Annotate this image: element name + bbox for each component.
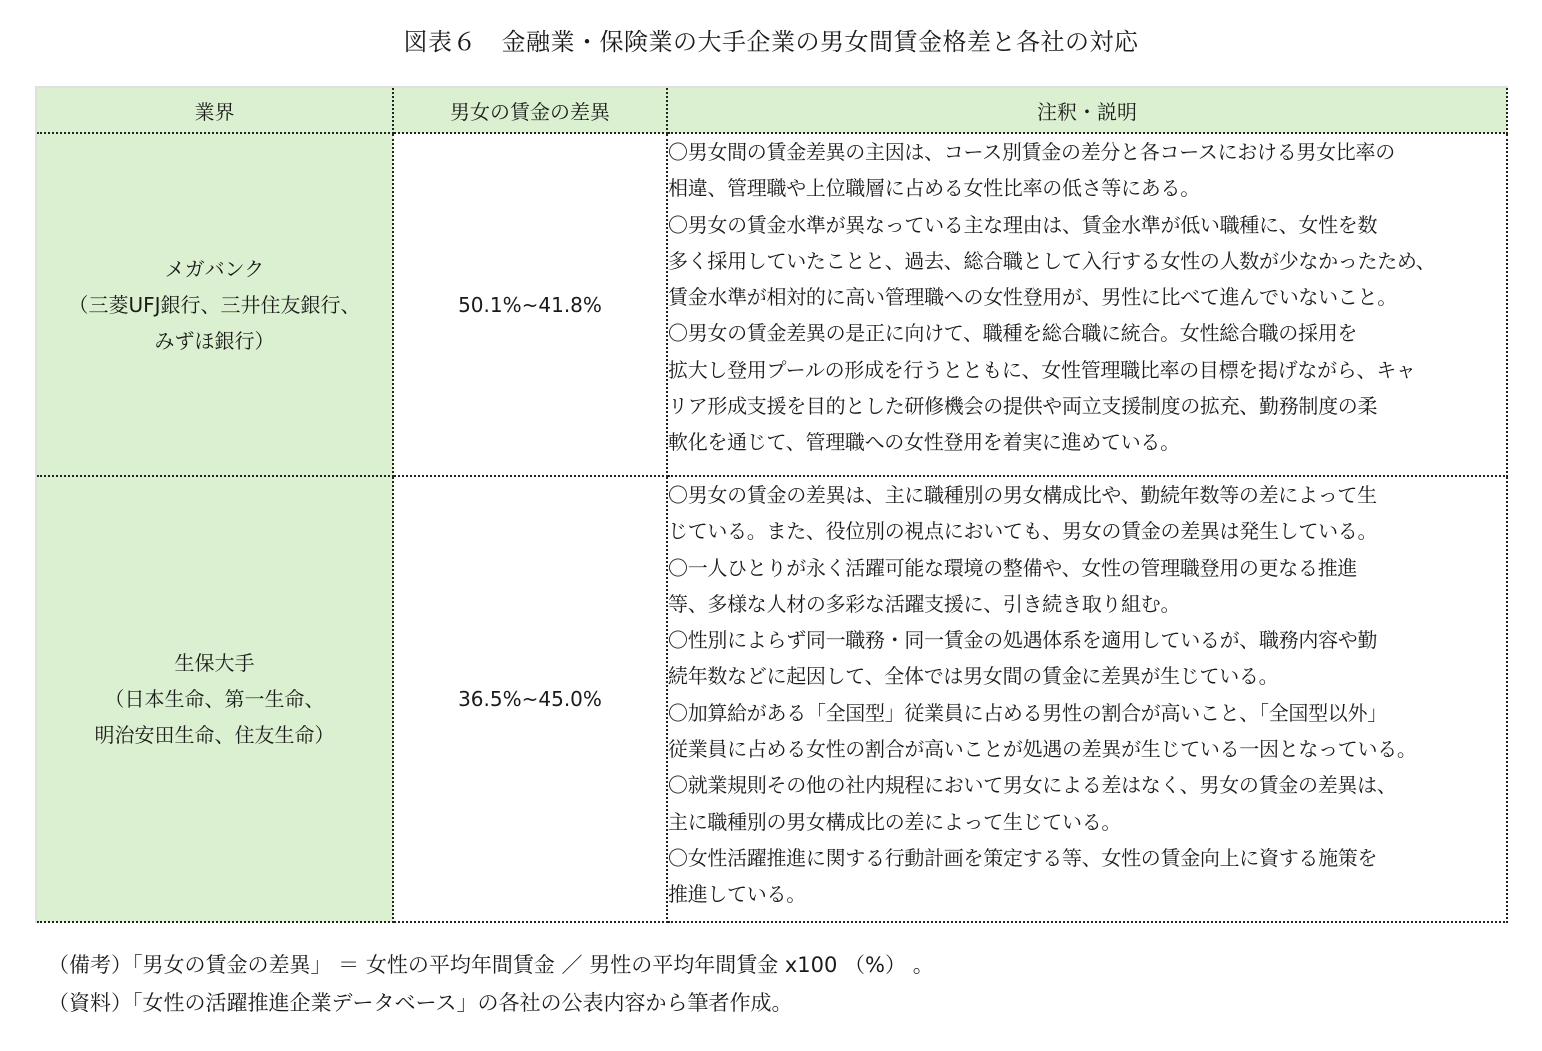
header-notes: 注釈・説明 (667, 87, 1507, 133)
note-line: 推進している。 (668, 882, 806, 907)
note-line: 〇男女間の賃金差異の主因は、コース別賃金の差分と各コースにおける男女比率の (668, 140, 1395, 164)
note-line: 〇男女の賃金水準が異なっている主な理由は、賃金水準が低い職種に、女性を数 (668, 212, 1378, 237)
note-line: じている。また、役位別の視点においても、男女の賃金の差異は発生している。 (668, 519, 1378, 544)
note-line: 〇一人ひとりが永く活躍可能な環境の整備や、女性の管理職登用の更なる推進 (668, 555, 1358, 580)
note-line: 多く採用していたことと、過去、総合職として入行する女性の人数が少なかったため、 (668, 248, 1436, 273)
industry-name: 生保大手 (174, 651, 255, 675)
note-line: 従業員に占める女性の割合が高いことが処遇の差異が生じている一因となっている。 (668, 737, 1417, 762)
note-line: 〇就業規則その他の社内規程において男女による差はなく、男女の賃金の差異は、 (668, 773, 1397, 798)
wage-gap-cell: 50.1%~41.8% (393, 133, 667, 476)
note-line: 〇男女の賃金差異の是正に向けて、職種を総合職に統合。女性総合職の採用を (668, 321, 1358, 346)
figure-title: 図表６ 金融業・保険業の大手企業の男女間賃金格差と各社の対応 (403, 28, 1139, 56)
note-line: 拡大し登用プールの形成を行うとともに、女性管理職比率の目標を掲げながら、キャ (668, 357, 1416, 382)
industry-companies-line2: 明治安田生命、住友生命） (94, 723, 335, 747)
industry-cell (36, 476, 393, 922)
note-line: 続年数などに起因して、全体では男女間の賃金に差異が生じている。 (668, 664, 1279, 689)
table-row-life-insurers (36, 476, 1507, 922)
note-line: 主に職種別の男女構成比の差によって生じている。 (668, 809, 1122, 834)
industry-cell (36, 133, 393, 476)
footnote-remarks: （備考）「男女の賃金の差異」 ＝ 女性の平均年間賃金 ／ 男性の平均年間賃金 x100 （%） 。 (48, 953, 934, 977)
note-line: 等、多様な人材の多彩な活躍支援に、引き続き取り組む。 (668, 591, 1181, 616)
footnotes (48, 946, 934, 1022)
note-line: 〇女性活躍推進に関する行動計画を策定する等、女性の賃金向上に資する施策を (668, 845, 1378, 870)
table-header-row (36, 87, 1507, 133)
note-line: 〇加算給がある「全国型」従業員に占める男性の割合が高いこと、「全国型以外」 (668, 700, 1387, 725)
wage-gap-cell: 36.5%~45.0% (393, 476, 667, 922)
industry-companies-line1: （三菱UFJ銀行、三井住友銀行、 (68, 292, 361, 317)
note-line: リア形成支援を目的とした研修機会の提供や両立支援制度の拡充、勤務制度の柔 (668, 394, 1378, 419)
note-line: 〇男女の賃金の差異は、主に職種別の男女構成比や、勤続年数等の差によって生 (668, 483, 1377, 507)
note-line: 相違、管理職や上位職層に占める女性比率の低さ等にある。 (668, 176, 1200, 201)
header-wage-gap: 男女の賃金の差異 (393, 87, 667, 133)
note-line: 賃金水準が相対的に高い管理職への女性登用が、男性に比べて進んでいないこと。 (668, 285, 1397, 310)
notes-cell (667, 133, 1507, 476)
industry-companies-line2: みずほ銀行） (154, 328, 275, 353)
table-row-megabank (36, 133, 1507, 476)
industry-companies-line1: （日本生命、第一生命、 (104, 687, 325, 711)
footnote-source: （資料）「女性の活躍推進企業データベース」の各社の公表内容から筆者作成。 (48, 991, 793, 1015)
wage-gap-table (35, 86, 1508, 923)
industry-name: メガバンク (164, 256, 265, 281)
note-line: 〇性別によらず同一職務・同一賃金の処遇体系を適用しているが、職務内容や勤 (668, 628, 1378, 653)
notes-cell (667, 476, 1507, 922)
header-industry: 業界 (36, 87, 393, 133)
note-line: 軟化を通じて、管理職への女性登用を着実に進めている。 (668, 430, 1180, 455)
